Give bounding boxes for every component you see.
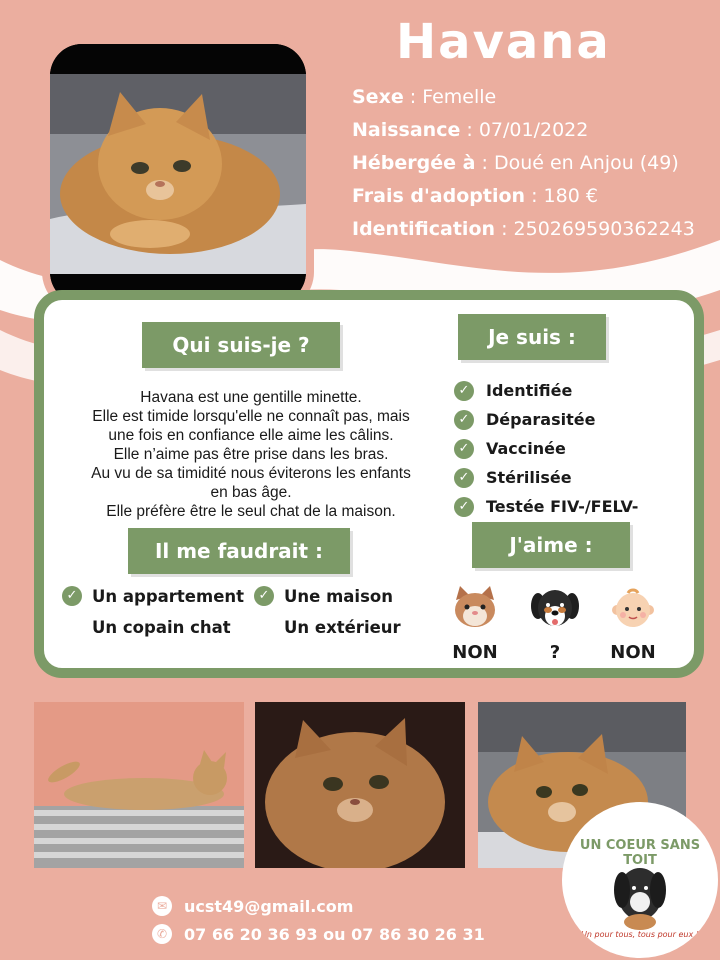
dog-face-icon: [530, 586, 580, 630]
info-fee: Frais d'adoption : 180 €: [352, 185, 598, 207]
cat-photo-closeup: [255, 702, 465, 868]
need-item: ✓ Une maison: [254, 586, 393, 606]
cat-photo-lying: [34, 702, 244, 868]
like-cats: NON: [440, 586, 510, 663]
check-circle-icon: ✓: [454, 439, 474, 459]
like-dogs: ?: [520, 586, 590, 663]
phone-icon: ✆: [152, 924, 172, 944]
contact-email[interactable]: ✉ ucst49@gmail.com: [152, 896, 353, 916]
needs-heading: Il me faudrait :: [128, 528, 350, 574]
contact-phone[interactable]: ✆ 07 66 20 36 93 ou 07 86 30 26 31: [152, 924, 485, 944]
status-item: ✓ Déparasitée: [454, 405, 694, 434]
check-circle-icon: ✓: [454, 497, 474, 517]
check-circle-icon: ✓: [454, 468, 474, 488]
status-heading: Je suis :: [458, 314, 606, 360]
status-item: ✓ Stérilisée: [454, 463, 694, 492]
need-item: Un extérieur: [284, 618, 401, 637]
association-logo: UN COEUR SANS TOIT Un pour tous, tous pour eux !: [562, 802, 718, 958]
check-circle-icon: ✓: [254, 586, 274, 606]
page-title: Havana: [396, 14, 611, 70]
main-cat-photo: [50, 44, 306, 304]
status-list: [454, 376, 694, 521]
main-photo-frame: [42, 36, 314, 312]
status-item: ✓ Vaccinée: [454, 434, 694, 463]
details-card: [34, 290, 704, 678]
info-list: [352, 86, 712, 251]
info-birth: Naissance : 07/01/2022: [352, 119, 589, 141]
info-sex: Sexe : Femelle: [352, 86, 497, 108]
about-description: Havana est une gentille minette. Elle est timide lorsqu'elle ne connaît pas, mais une fois en confiance elle aime les câlins. Elle n’aime pas être prise dans les bras. Au vu de sa timidité nous éviterons les enfants en bas âge. Elle préfère être le seul chat de la maison.: [91, 389, 411, 520]
check-circle-icon: ✓: [454, 410, 474, 430]
baby-face-icon: [608, 586, 658, 630]
need-item: Un copain chat: [92, 618, 231, 637]
likes-heading: J'aime :: [472, 522, 630, 568]
status-item: ✓ Testée FIV-/FELV-: [454, 492, 694, 521]
info-location: Hébergée à : Doué en Anjou (49): [352, 152, 679, 174]
envelope-icon: ✉: [152, 896, 172, 916]
like-children: NON: [598, 586, 668, 663]
cat-face-icon: [450, 586, 500, 630]
check-circle-icon: ✓: [454, 381, 474, 401]
need-item: ✓ Un appartement: [62, 586, 244, 606]
about-heading: Qui suis-je ?: [142, 322, 340, 368]
info-identification: Identification : 250269590362243: [352, 218, 695, 240]
check-circle-icon: ✓: [62, 586, 82, 606]
status-item: ✓ Identifiée: [454, 376, 694, 405]
